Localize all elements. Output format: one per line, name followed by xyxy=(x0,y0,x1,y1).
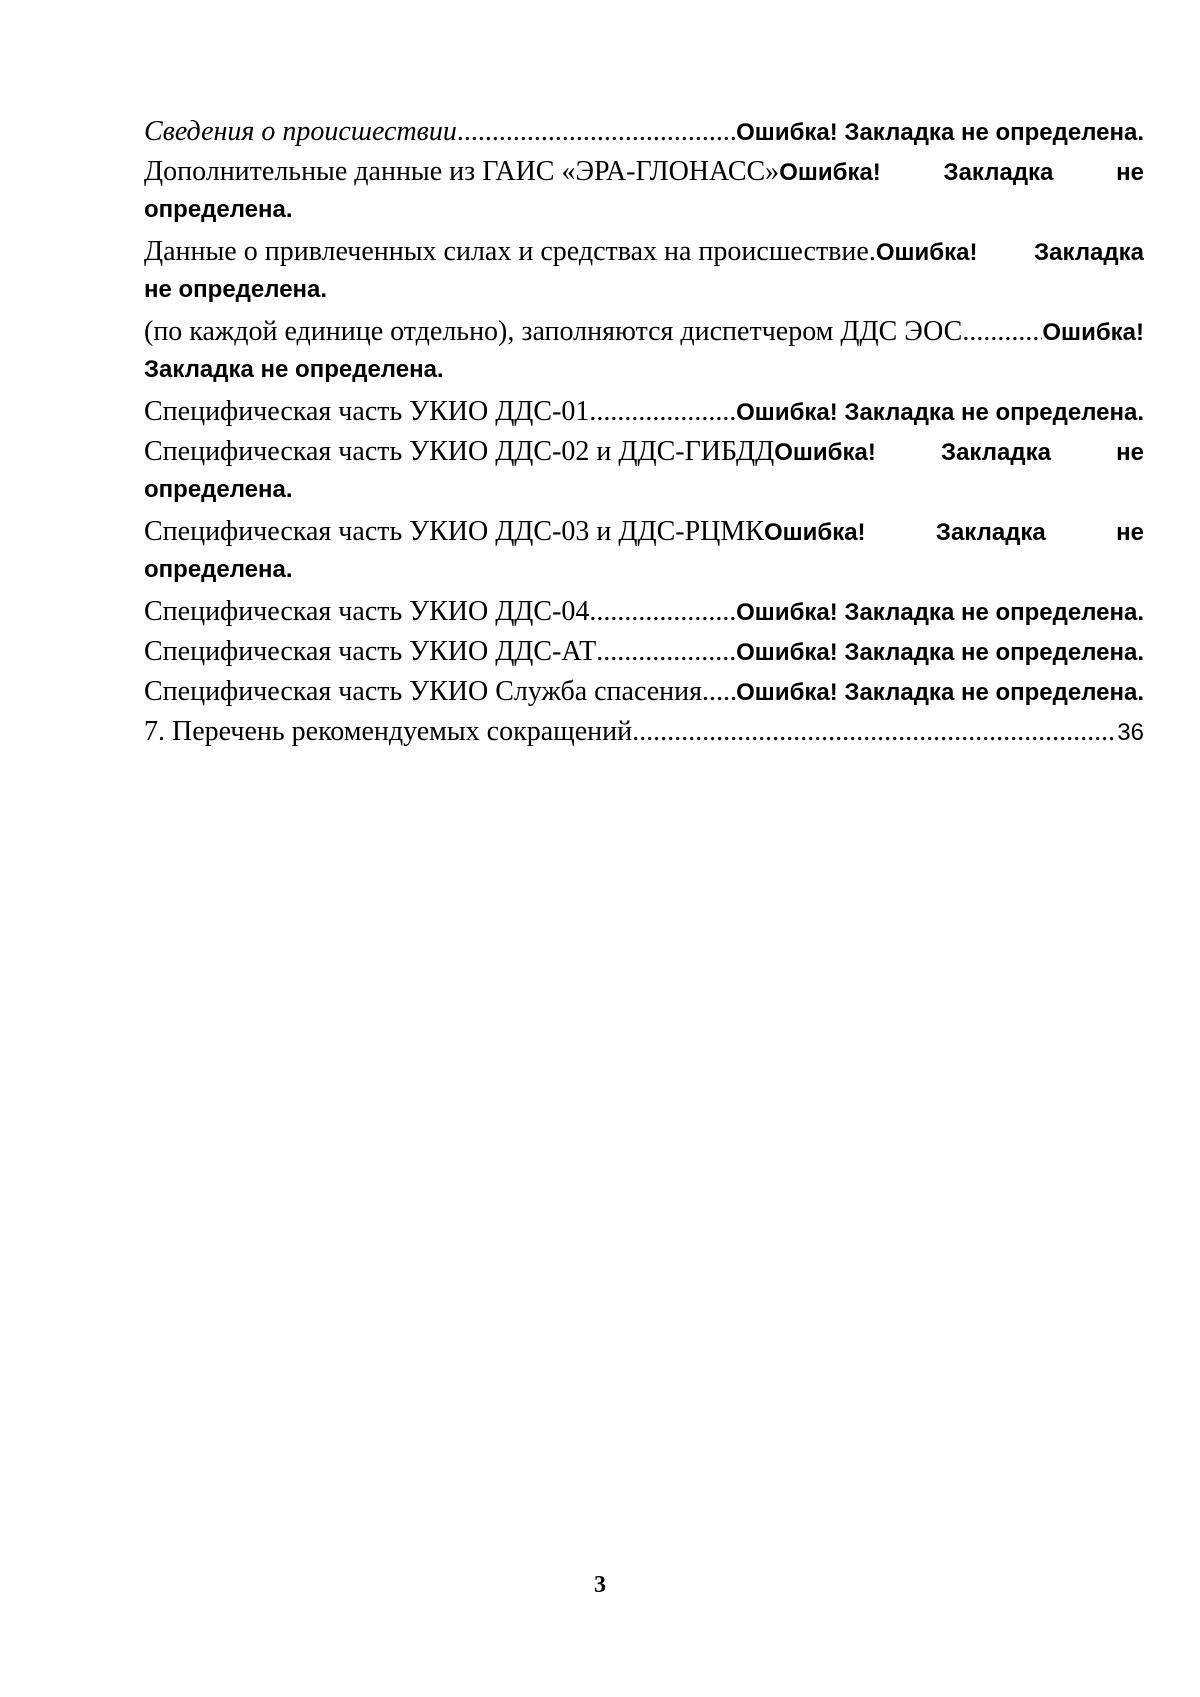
toc-entry-title: Специфическая часть УКИО ДДС-03 и ДДС-РЦМК xyxy=(144,516,764,547)
toc-entry[interactable] xyxy=(144,396,1144,436)
toc-entry[interactable] xyxy=(144,716,1144,756)
toc-entry-title: Специфическая часть УКИО ДДС-01 xyxy=(144,396,590,427)
page-number: 3 xyxy=(594,1572,606,1598)
toc-leader-dots xyxy=(702,676,736,708)
toc-entry-title: Специфическая часть УКИО ДДС-02 и ДДС-ГИБДД xyxy=(144,436,775,467)
toc-entry-title: Специфическая часть УКИО ДДС-04 xyxy=(144,596,590,627)
toc-entry-error: Ошибка! Закладка не определена. xyxy=(736,599,1144,626)
error-word: определена. xyxy=(144,556,293,583)
toc-entry-error: Ошибка! Закладка не определена. xyxy=(736,119,1144,146)
toc-entry-title: Специфическая часть УКИО ДДС-АТ xyxy=(144,636,597,667)
toc-entry-page-number: 36 xyxy=(1117,719,1144,746)
toc-entry-title: 7. Перечень рекомендуемых сокращений xyxy=(144,716,633,747)
toc-entry[interactable] xyxy=(144,316,1144,356)
toc-leader-dots xyxy=(632,716,1117,748)
toc-leader-dots xyxy=(596,636,736,668)
toc-entry-error: Ошибка! Закладка не определена. xyxy=(736,679,1144,706)
toc-entry[interactable] xyxy=(144,236,1144,276)
table-of-contents xyxy=(144,116,1144,756)
toc-entry-title: (по каждой единице отдельно), заполняются диспетчером ДДС ЭОС xyxy=(144,316,963,347)
error-word: определена. xyxy=(144,196,293,223)
toc-entry-title: Сведения о происшествии xyxy=(144,116,457,147)
error-word: Закладка не определена. xyxy=(144,356,444,383)
error-word: Закладка xyxy=(943,159,1054,186)
error-word: Закладка xyxy=(941,439,1051,466)
toc-entry[interactable] xyxy=(144,596,1144,636)
toc-entry-continuation xyxy=(144,196,1144,236)
toc-entry[interactable] xyxy=(144,516,1144,556)
toc-entry-error xyxy=(774,439,1144,467)
toc-entry-continuation xyxy=(144,276,1144,316)
error-word: Ошибка! xyxy=(875,239,978,266)
toc-entry-title: Специфическая часть УКИО Служба спасения xyxy=(144,676,703,707)
toc-entry-continuation xyxy=(144,476,1144,516)
toc-entry[interactable] xyxy=(144,636,1144,676)
toc-leader-dots xyxy=(589,396,736,428)
error-word: определена. xyxy=(144,476,293,503)
toc-entry-error: Ошибка! Закладка не определена. xyxy=(736,399,1144,426)
toc-entry-error xyxy=(764,519,1144,547)
toc-leader-dots xyxy=(962,316,1042,348)
toc-entry-error xyxy=(876,239,1144,267)
toc-entry[interactable] xyxy=(144,676,1144,716)
toc-entry-continuation xyxy=(144,556,1144,596)
toc-entry-error xyxy=(779,159,1144,187)
error-word: Закладка xyxy=(1034,239,1144,266)
toc-entry[interactable] xyxy=(144,116,1144,156)
error-word: Ошибка! xyxy=(1042,319,1144,346)
error-word: не xyxy=(1116,159,1144,186)
error-word: Ошибка! xyxy=(774,439,876,466)
toc-leader-dots xyxy=(589,596,736,628)
error-word: Ошибка! xyxy=(763,519,866,546)
toc-entry-title: Дополнительные данные из ГАИС «ЭРА-ГЛОНАСС» xyxy=(144,156,780,187)
toc-entry-continuation xyxy=(144,356,1144,396)
error-word: Закладка xyxy=(935,519,1046,546)
toc-entry[interactable] xyxy=(144,156,1144,196)
toc-entry-error: Ошибка! Закладка не определена. xyxy=(736,639,1144,666)
toc-entry[interactable] xyxy=(144,436,1144,476)
toc-entry-title: Данные о привлеченных силах и средствах на происшествие. xyxy=(144,236,876,267)
error-word: не определена. xyxy=(144,276,328,303)
error-word: не xyxy=(1116,439,1144,466)
error-word: Ошибка! xyxy=(779,159,881,186)
toc-leader-dots xyxy=(457,116,736,148)
error-word: не xyxy=(1116,519,1144,546)
